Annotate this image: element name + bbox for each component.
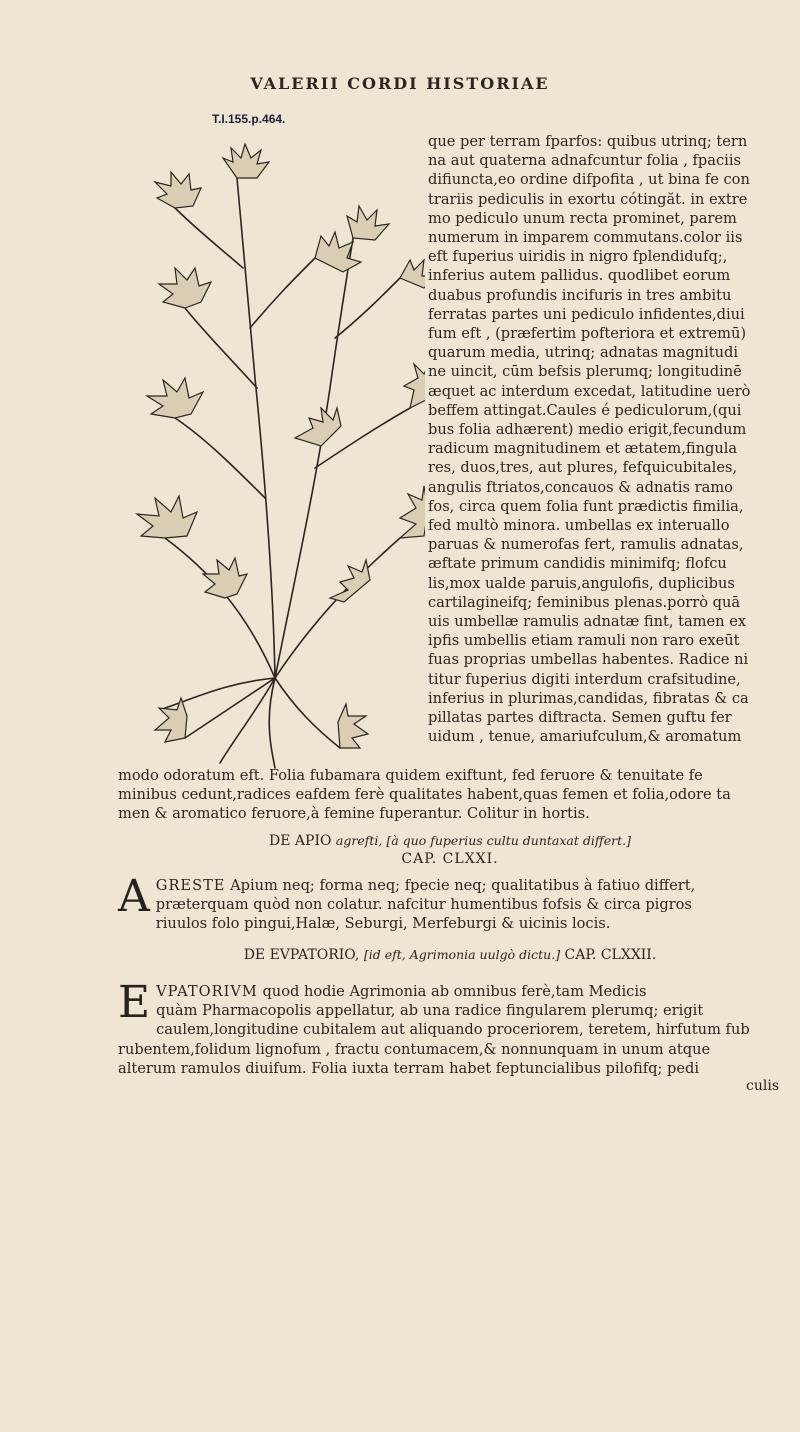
column-line: quarum media, utrinq; adnatas magnitudi	[428, 344, 739, 362]
column-line: radicum magnitudinem et ætatem,fingula	[428, 440, 738, 458]
column-line: que per terram fparfos: quibus utrinq; tern	[428, 133, 748, 150]
column-line: ferratas partes uni pediculo infidentes,diui	[428, 305, 745, 323]
dropcap-a: A	[118, 871, 150, 922]
column-line: bus folia adhærent) medio erigit,fecundum	[428, 421, 747, 439]
para-172-lead: VPATORIVM	[156, 983, 258, 1000]
chapter-171-title: DE APIO	[269, 833, 332, 849]
column-line: eft fuperius uiridis in nigro fplendidufq;,	[428, 248, 728, 266]
dropcap-e: E	[118, 977, 151, 1028]
column-line: fum eft , (præfertim pofteriora et extremū)	[428, 325, 747, 343]
para-171-line-1: præterquam quòd non colatur. nafcitur humentibus fofsis & circa pigros	[155, 896, 692, 914]
para-172-line-0: quod hodie Agrimonia ab omnibus ferè,tam Medicis	[257, 983, 647, 1000]
column-line: ne uincit, cūm befsis plerumq; longitudinē	[428, 363, 742, 381]
column-line: æftate primum candidis minimifq; flofcu	[428, 555, 727, 573]
para-172-line-2: caulem,longitudine cubitalem aut aliquando proceriorem, teretem, hirfutum fub	[156, 1021, 750, 1039]
chapter-heading-171	[118, 832, 782, 868]
column-line: inferius in plurimas,candidas, fibratas & ca	[428, 689, 749, 707]
column-line: fed multò minora. umbellas ex interuallo	[428, 517, 730, 535]
column-line: inferius autem pallidus. quodlibet eorum	[428, 267, 731, 285]
column-line: duabus profundis incifuris in tres ambitu	[428, 286, 732, 304]
para-172-line-3: rubentem,folidum lignofum , fractu contumacem,& nonnunquam in unum atque	[118, 1040, 711, 1058]
para-172-line-1: quàm Pharmacopolis appellatur, ab una radice fingularem plerumq; erigit	[156, 1002, 704, 1020]
catchword: culis	[746, 1078, 779, 1094]
column-line: titur fuperius digiti interdum crafsitudine,	[428, 670, 741, 688]
column-line: difiuncta,eo ordine difpofita , ut bina fe con	[428, 171, 750, 189]
chapter-172-title: DE EVPATORIO,	[243, 947, 360, 963]
para-171-lead: GRESTE	[155, 877, 226, 894]
full-line: men & aromatico feruore,à femine fuperantur. Colitur in hortis.	[118, 805, 590, 823]
chapter-172-number: CAP. CLXXII.	[564, 947, 657, 963]
chapter-heading-172	[118, 946, 782, 964]
running-head: VALERII CORDI HISTORIAE	[250, 74, 550, 93]
chapter-172-subtitle: [id eft, Agrimonia uulgò dictu.]	[363, 947, 561, 962]
column-line: res, duos,tres, aut plures, fefquicubitales,	[428, 459, 738, 477]
column-line: beffem attingat.Caules é pediculorum,(qui	[428, 401, 742, 419]
column-line: uidum , tenue, amariufculum,& aromatum	[428, 728, 742, 746]
plant-woodcut-illustration	[125, 138, 425, 773]
column-line: fos, circa quem folia funt prædictis fimilia,	[428, 497, 744, 515]
column-line: æquet ac interdum excedat, latitudine uerò	[428, 382, 751, 400]
para-171-line-0: Apium neq; forma neq; fpecie neq; qualitatibus à fatiuo differt,	[225, 877, 696, 894]
para-171-line-2: riuulos folo pingui,Halæ, Seburgi, Merfeburgi & uicinis locis.	[155, 915, 611, 933]
column-line: pillatas partes diftracta. Semen guftu fer	[428, 709, 732, 727]
main-column-text	[428, 132, 782, 747]
column-line: numerum in imparem commutans.color iis	[428, 229, 743, 247]
column-line: na aut quaterna adnafcuntur folia , fpaciis	[428, 152, 741, 170]
para-172-line-4: alterum ramulos diuifum. Folia iuxta terram habet feptuncialibus pilofifq; pedi	[118, 1059, 699, 1077]
column-line: lis,mox ualde paruis,angulofis, duplicibus	[428, 574, 735, 592]
column-line: paruas & numerofas fert, ramulis adnatas,	[428, 536, 744, 554]
column-line: mo pediculo unum recta prominet, parem	[428, 209, 737, 227]
paragraph-eupatorium	[118, 977, 782, 1078]
full-width-text	[118, 766, 782, 824]
full-line: modo odoratum eft. Folia fubamara quidem exiftunt, fed feruore & tenuitate fe	[118, 767, 703, 784]
column-line: angulis ftriatos,concauos & adnatis ramo	[428, 478, 733, 496]
column-line: trariis pediculis in exortu cótingăt. in extre	[428, 190, 748, 208]
column-line: uis umbellæ ramulis adnatæ fint, tamen ex	[428, 613, 747, 631]
chapter-171-number: CAP. CLXXI.	[401, 851, 499, 867]
full-line: minibus cedunt,radices eafdem ferè qualitates habent,quas femen et folia,odore ta	[118, 786, 731, 804]
catalog-note: T.I.155.p.464.	[212, 112, 286, 126]
column-line: fuas proprias umbellas habentes. Radice ni	[428, 651, 749, 669]
paragraph-apium-agreste	[118, 871, 782, 934]
column-line: ipfis umbellis etiam ramuli non raro exeūt	[428, 632, 740, 650]
column-line: cartilagineifq; feminibus plenas.porrò quā	[428, 593, 741, 611]
chapter-171-subtitle: agrefti, [à quo fuperius cultu duntaxat differt.]	[335, 833, 631, 848]
